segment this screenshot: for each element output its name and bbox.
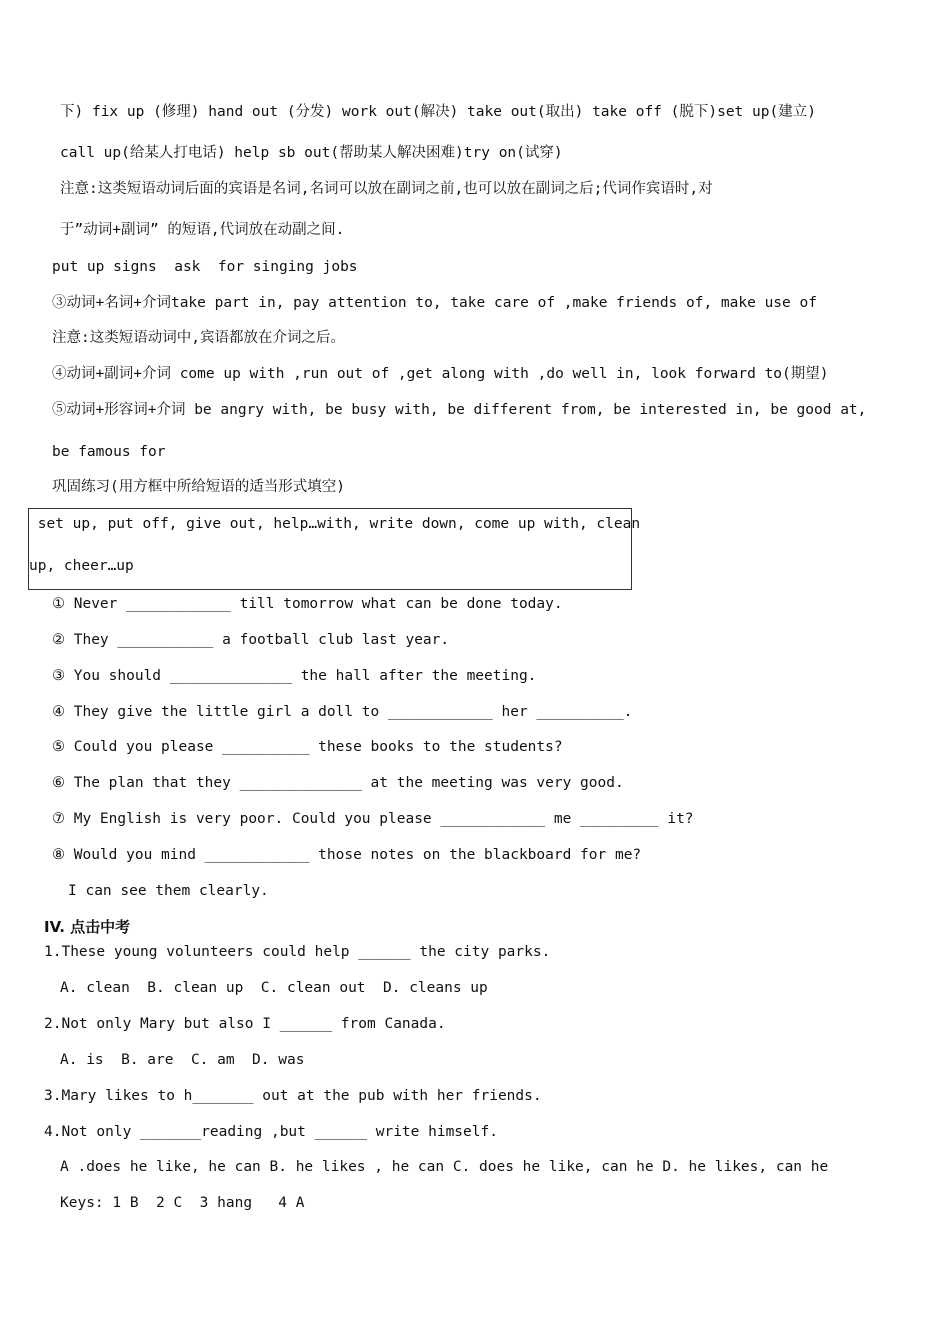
item-3: ③动词+名词+介词take part in, pay attention to, take care of ,make friends of, make use of xyxy=(52,295,817,311)
exam-heading: IV. 点击中考 xyxy=(44,918,131,936)
question-1: ① Never ____________ till tomorrow what can be done today. xyxy=(52,596,563,612)
item-5a: ⑤动词+形容词+介词 be angry with, be busy with, be different from, be interested in, be good at, xyxy=(52,402,867,418)
intro-line-2: call up(给某人打电话) help sb out(帮助某人解决困难)try on(试穿) xyxy=(60,145,563,161)
note-line-1a: 注意:这类短语动词后面的宾语是名词,名词可以放在副词之前,也可以放在副词之后;代词作宾语时,对 xyxy=(60,181,713,197)
intro-line-1: 下) fix up (修理) hand out (分发) work out(解决) take out(取出) take off (脱下)set up(建立) xyxy=(60,104,816,120)
item-5b: be famous for xyxy=(52,444,166,460)
question-8-continuation: I can see them clearly. xyxy=(68,883,269,899)
item-4: ④动词+副词+介词 come up with ,run out of ,get along with ,do well in, look forward to(期望) xyxy=(52,366,829,382)
question-4: ④ They give the little girl a doll to ____________ her __________. xyxy=(52,704,633,720)
phrase-box-line-1: set up, put off, give out, help…with, write down, come up with, clean xyxy=(29,516,641,532)
phrase-box xyxy=(28,508,641,590)
answer-keys: Keys: 1 B 2 C 3 hang 4 A xyxy=(60,1195,305,1211)
practice-title: 巩固练习(用方框中所给短语的适当形式填空) xyxy=(52,479,345,495)
question-5: ⑤ Could you please __________ these books to the students? xyxy=(52,739,563,755)
exam-question-2: 2.Not only Mary but also I ______ from Canada. xyxy=(44,1016,446,1032)
question-8: ⑧ Would you mind ____________ those notes on the blackboard for me? xyxy=(52,847,642,863)
exam-question-3: 3.Mary likes to h_______ out at the pub with her friends. xyxy=(44,1088,542,1104)
note-line-1b: 于”动词+副词” 的短语,代词放在动副之间. xyxy=(60,222,345,238)
exam-question-1: 1.These young volunteers could help ______ the city parks. xyxy=(44,944,551,960)
exam-question-4-options: A .does he like, he can B. he likes , he can C. does he like, can he D. he likes, can he xyxy=(60,1159,829,1175)
phrase-box-line-2: up, cheer…up xyxy=(29,558,134,574)
question-2: ② They ___________ a football club last year. xyxy=(52,632,450,648)
example-line: put up signs ask for singing jobs xyxy=(52,259,358,275)
exam-question-2-options: A. is B. are C. am D. was xyxy=(60,1052,305,1068)
exam-question-1-options: A. clean B. clean up C. clean out D. cleans up xyxy=(60,980,488,996)
question-7: ⑦ My English is very poor. Could you please ____________ me _________ it? xyxy=(52,811,694,827)
question-3: ③ You should ______________ the hall after the meeting. xyxy=(52,668,537,684)
question-6: ⑥ The plan that they ______________ at the meeting was very good. xyxy=(52,775,624,791)
note-line-2: 注意:这类短语动词中,宾语都放在介词之后。 xyxy=(52,330,345,346)
exam-question-4: 4.Not only _______reading ,but ______ write himself. xyxy=(44,1124,498,1140)
